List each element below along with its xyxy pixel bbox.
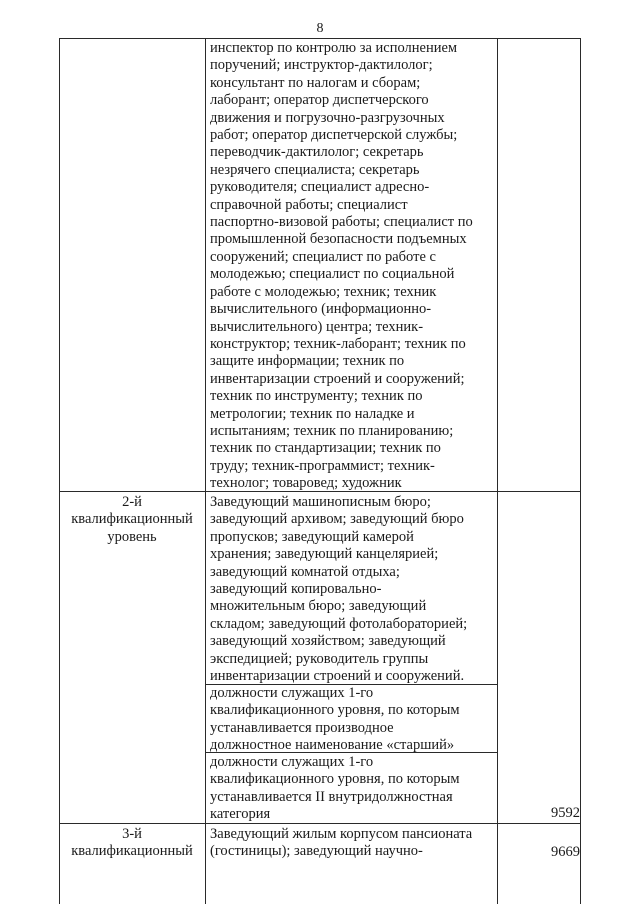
text-line: квалификационный [71, 843, 193, 860]
text-line: конструктор; техник-лаборант; техник по [210, 335, 466, 352]
qualification-level-cell [60, 826, 204, 861]
positions-block [210, 826, 500, 861]
text-line: квалификационного уровня, по которым [210, 771, 460, 788]
table-divider-1 [205, 38, 206, 904]
text-line: движения и погрузочно-разгрузочных [210, 109, 445, 126]
text-line: промышленной безопасности подъемных [210, 231, 467, 248]
page-number: 8 [316, 21, 324, 36]
text-line: заведующий архивом; заведующий бюро [210, 511, 464, 528]
text-line: справочной работы; специалист [210, 196, 408, 213]
text-line: должности служащих 1-го [210, 685, 374, 701]
text-line: поручений; инструктор-дактилолог; [210, 57, 433, 74]
text-line: 2-й [122, 494, 142, 510]
qualification-level-cell [60, 494, 204, 546]
text-line: работ; оператор диспетчерской службы; [210, 127, 458, 144]
text-line: устанавливается II внутридолжностная [210, 788, 453, 805]
table-border-right [580, 38, 581, 904]
positions-block [210, 494, 500, 685]
text-line: техник по инструменту; техник по [210, 388, 423, 405]
text-line: инспектор по контролю за исполнением [210, 40, 458, 56]
text-line: испытаниям; техник по планированию; [210, 422, 454, 439]
text-line: инвентаризации строений и сооружений. [210, 668, 465, 685]
text-line: 3-й [122, 826, 142, 842]
text-line: сооружений; специалист по работе с [210, 248, 436, 265]
text-line: незрячего специалиста; секретарь [210, 161, 420, 178]
text-line: вычислительного) центра; техник- [210, 318, 424, 335]
positions-block [210, 754, 500, 824]
text-line: паспортно-визовой работы; специалист по [210, 214, 473, 231]
text-line: квалификационного уровня, по которым [210, 702, 460, 719]
text-line: переводчик-дактилолог; секретарь [210, 144, 424, 161]
text-line: технолог; товаровед; художник [210, 475, 402, 492]
text-line: экспедицией; руководитель группы [210, 650, 429, 667]
text-line: молодежью; специалист по социальной [210, 266, 455, 283]
text-line: категория [210, 806, 271, 823]
salary-value: 9592 [551, 805, 580, 821]
salary-value: 9669 [551, 844, 580, 860]
text-line: вычислительного (информационно- [210, 301, 432, 318]
text-line: лаборант; оператор диспетчерского [210, 92, 429, 109]
text-line: руководителя; специалист адресно- [210, 179, 430, 196]
text-line: пропусков; заведующий камерой [210, 528, 414, 545]
text-line: работе с молодежью; техник; техник [210, 283, 437, 300]
table-border-top [59, 38, 581, 39]
table-border-left [59, 38, 60, 904]
text-line: консультант по налогам и сборам; [210, 74, 421, 91]
positions-block [210, 685, 500, 755]
text-line: хранения; заведующий канцелярией; [210, 546, 439, 563]
text-line: (гостиницы); заведующий научно- [210, 843, 423, 860]
text-line: заведующий комнатой отдыха; [210, 563, 400, 580]
text-line: защите информации; техник по [210, 353, 405, 370]
text-line: должности служащих 1-го [210, 754, 374, 770]
text-line: складом; заведующий фотолабораторией; [210, 615, 468, 632]
text-line: инвентаризации строений и сооружений; [210, 370, 465, 387]
text-line: техник по стандартизации; техник по [210, 440, 441, 457]
text-line: заведующий копировально- [210, 581, 382, 598]
text-line: множительным бюро; заведующий [210, 598, 427, 615]
text-line: метрологии; техник по наладке и [210, 405, 415, 422]
text-line: Заведующий машинописным бюро; [210, 494, 431, 510]
text-line: квалификационный [71, 511, 193, 528]
text-line: должностное наименование «старший» [210, 737, 455, 754]
text-line: Заведующий жилым корпусом пансионата [210, 826, 473, 842]
text-line: заведующий хозяйством; заведующий [210, 633, 446, 650]
positions-block [210, 40, 500, 493]
text-line: труду; техник-программист; техник- [210, 457, 435, 474]
text-line: устанавливается производное [210, 719, 394, 736]
text-line: уровень [107, 528, 157, 545]
